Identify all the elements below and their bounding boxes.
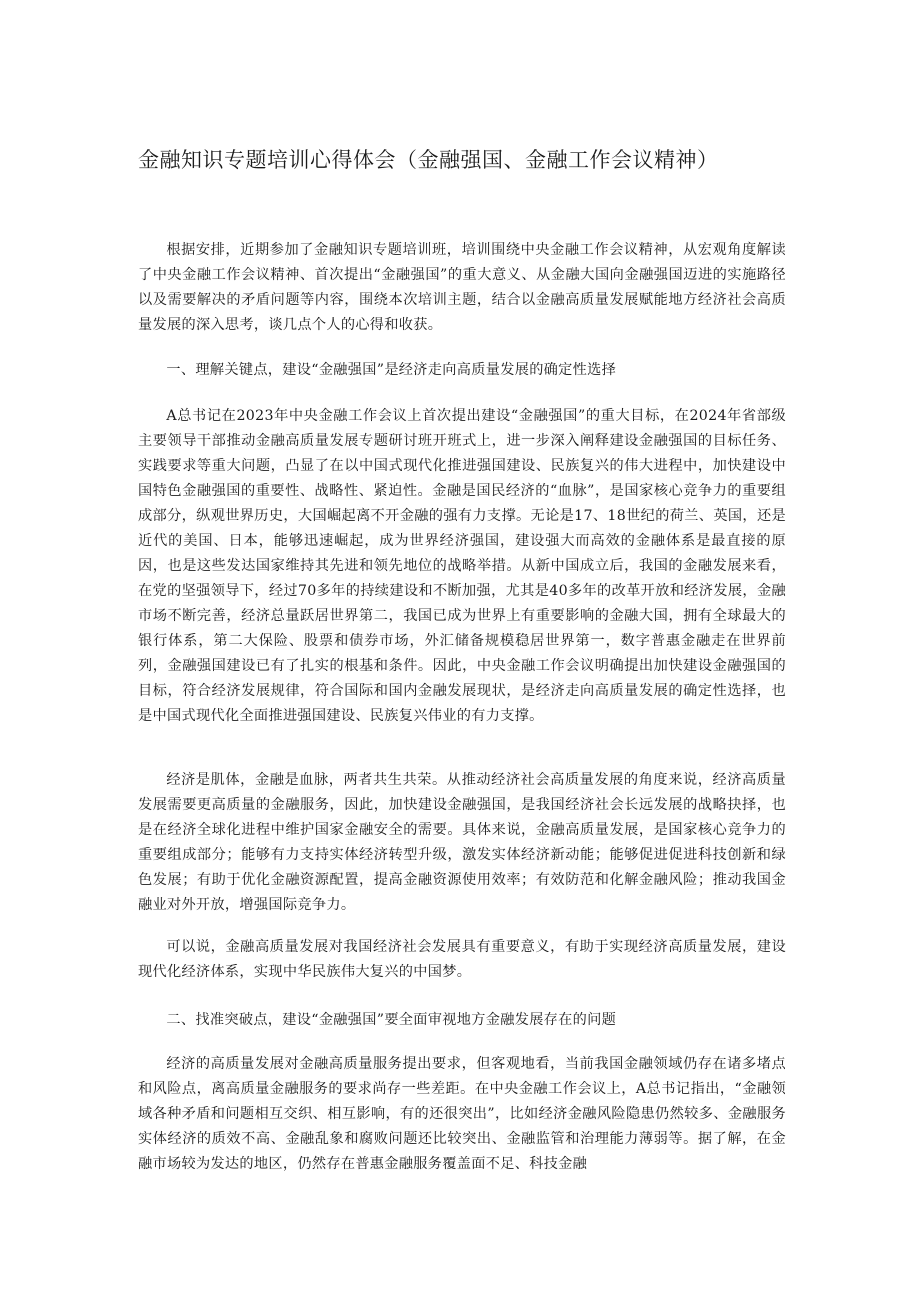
section-heading-1: 一、理解关键点，建设“金融强国”是经济走向高质量发展的确定性选择 [166, 362, 617, 378]
section1-paragraph-2: 经济是肌体，金融是血脉，两者共生共荣。从推动经济社会高质量发展的角度来说，经济高质量发展需要更高质量的金融服务，因此，加快建设金融强国，是我国经济社会长远发展的战略抉择，也是在经济全球化进程中维护国家金融安全的需要。具体来说，金融高质量发展，是国家核心竞争力的重要组成部分；能够有力支持实体经济转型升级，激发实体经济新动能；能够促进促进科技创新和绿色发展；有助于优化金融资源配置，提高金融资源使用效率；有效防范和化解金融风险；推动我国金融业对外开放，增强国际竞争力。 [138, 772, 786, 913]
section2-paragraph-1: 经济的高质量发展对金融高质量服务提出要求，但客观地看，当前我国金融领域仍存在诸多堵点和风险点，离高质量金融服务的要求尚存一些差距。在中央金融工作会议上，A总书记指出，“金融领域各种矛盾和问题相互交织、相互影响，有的还很突出”，比如经济金融风险隐患仍然较多、金融服务实体经济的质效不高、金融乱象和腐败问题还比较突出、金融监管和治理能力薄弱等。据了解，在金融市场较为发达的地区，仍然存在普惠金融服务覆盖面不足、科技金融 [138, 1056, 786, 1172]
section1-paragraph-3: 可以说，金融高质量发展对我国经济社会发展具有重要意义，有助于实现经济高质量发展，建设现代化经济体系，实现中华民族伟大复兴的中国梦。 [138, 939, 786, 980]
intro-paragraph: 根据安排，近期参加了金融知识专题培训班，培训围绕中央金融工作会议精神，从宏观角度解读了中央金融工作会议精神、首次提出“金融强国”的重大意义、从金融大国向金融强国迈进的实施路径以及需要解决的矛盾问题等内容，围绕本次培训主题，结合以金融高质量发展赋能地方经济社会高质量发展的深入思考，谈几点个人的心得和收获。 [138, 242, 786, 333]
section1-paragraph-1: A总书记在2023年中央金融工作会议上首次提出建设“金融强国”的重大目标，在2024年省部级主要领导干部推动金融高质量发展专题研讨班开班式上，进一步深入阐释建设金融强国的目标任务、实践要求等重大问题，凸显了在以中国式现代化推进强国建设、民族复兴的伟大进程中，加快建设中国特色金融强国的重要性、战略性、紧迫性。金融是国民经济的“血脉”，是国家核心竞争力的重要组成部分，纵观世界历史，大国崛起离不开金融的强有力支撑。无论是17、18世纪的荷兰、英国，还是近代的美国、日本，能够迅速崛起，成为世界经济强国，建设强大而高效的金融体系是最直接的原因，也是这些发达国家维持其先进和领先地位的战略举措。从新中国成立后，我国的金融发展来看，在党的坚强领导下，经过70多年的持续建设和不断加强，尤其是40多年的改革开放和经济发展，金融市场不断完善，经济总量跃居世界第二，我国已成为世界上有重要影响的金融大国，拥有全球最大的银行体系，第二大保险、股票和债券市场，外汇储备规模稳居世界第一，数字普惠金融走在世界前列，金融强国建设已有了扎实的根基和条件。因此，中央金融工作会议明确提出加快建设金融强国的目标，符合经济发展规律，符合国际和国内金融发展现状，是经济走向高质量发展的确定性选择，也是中国式现代化全面推进强国建设、民族复兴伟业的有力支撑。 [138, 408, 786, 724]
document-title: 金融知识专题培训心得体会（金融强国、金融工作会议精神） [138, 148, 719, 172]
section-heading-2: 二、找准突破点，建设“金融强国”要全面审视地方金融发展存在的问题 [166, 1012, 617, 1028]
